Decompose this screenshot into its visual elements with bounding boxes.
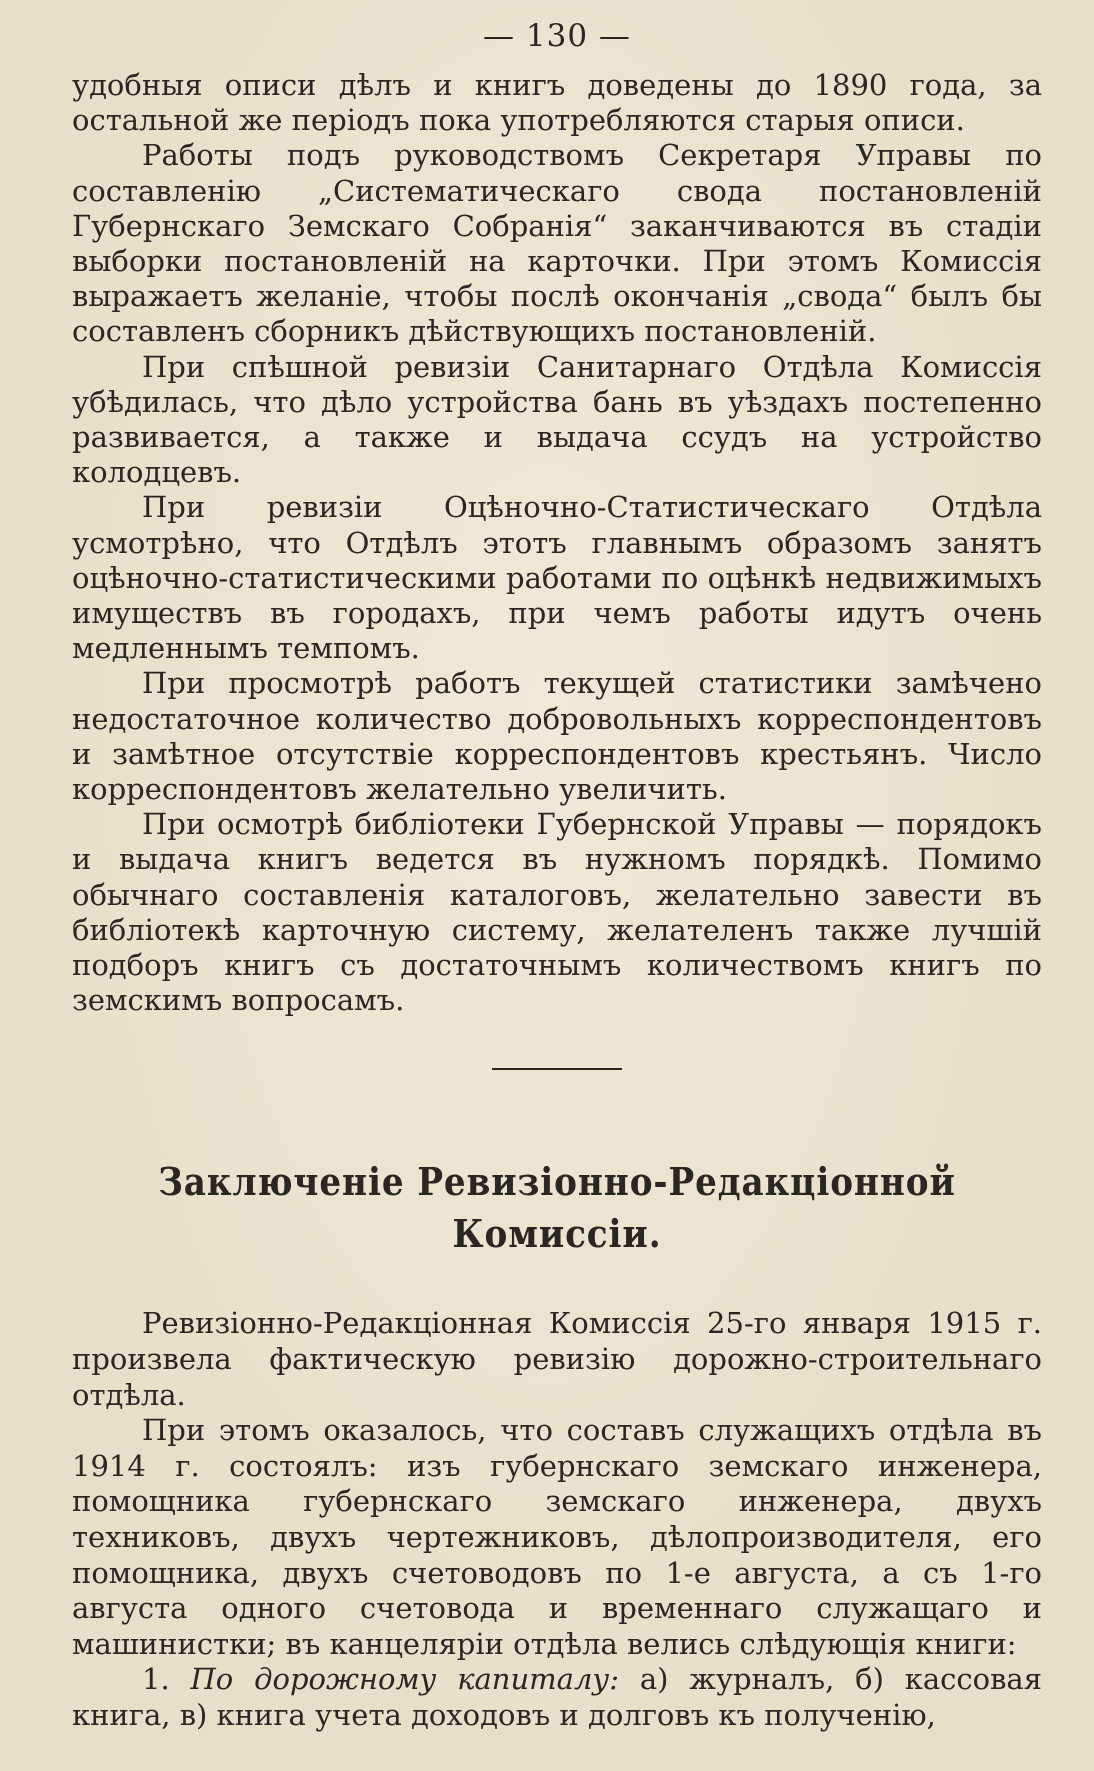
paragraph: При этомъ оказалось, что составъ служащихъ отдѣла въ 1914 г. состоялъ: изъ губернскаго земскаго инженера, помощника губернскаго земскаго инженера, двухъ техниковъ, двухъ чертежниковъ, дѣлопроизводителя, его помощника, двухъ счетоводовъ по 1-е августа, а съ 1-го августа одного счетовода и временнаго служащаго и машинистки; въ канцеляріи отдѣла велись слѣдующія книги:	[72, 1413, 1042, 1661]
paragraph: При ревизіи Оцѣночно-Статистическаго Отдѣла усмотрѣно, что Отдѣлъ этотъ главнымъ образомъ занятъ оцѣночно-статистическими работами по оцѣнкѣ недвижимыхъ имуществъ въ городахъ, при чемъ работы идутъ очень медленнымъ темпомъ.	[72, 490, 1042, 666]
list-item-label: По дорожному капиталу:	[190, 1662, 619, 1697]
bottom-section	[72, 1306, 1042, 1733]
paragraph: Ревизіонно-Редакціонная Комиссія 25-го января 1915 г. произвела фактическую ревизію дорожно-строительнаго отдѣла.	[72, 1306, 1042, 1412]
heading-line: Комиссіи.	[452, 1211, 662, 1257]
top-section	[72, 68, 1042, 1018]
paragraph: удобныя описи дѣлъ и книгъ доведены до 1890 года, за остальной же періодъ пока употребляются старыя описи.	[72, 68, 1042, 138]
paragraph: Работы подъ руководствомъ Секретаря Управы по составленію „Систематическаго свода постановленій Губернскаго Земскаго Собранія“ заканчиваются въ стадіи выборки постановленій на карточки. При этомъ Комиссія выражаетъ желаніе, чтобы послѣ окончанія „свода“ былъ бы составленъ сборникъ дѣйствующихъ постановленій.	[72, 138, 1042, 349]
list-item-number: 1.	[142, 1662, 170, 1697]
paragraph: При просмотрѣ работъ текущей статистики замѣчено недостаточное количество добровольныхъ корреспондентовъ и замѣтное отсутствіе корреспондентовъ крестьянъ. Число корреспондентовъ желательно увеличить.	[72, 666, 1042, 807]
heading-line: Заключеніе Ревизіонно-Редакціонной	[158, 1159, 956, 1205]
paragraph: При спѣшной ревизіи Санитарнаго Отдѣла Комиссія убѣдилась, что дѣло устройства бань въ уѣздахъ постепенно развивается, а также и выдача ссудъ на устройство колодцевъ.	[72, 349, 1042, 490]
section-divider	[492, 1068, 622, 1070]
paragraph: При осмотрѣ библіотеки Губернской Управы — порядокъ и выдача книгъ ведется въ нужномъ порядкѣ. Помимо обычнаго составленія каталоговъ, желательно завести въ библіотекѣ карточную систему, желателенъ также лучшій подборъ книгъ съ достаточнымъ количествомъ книгъ по земскимъ вопросамъ.	[72, 807, 1042, 1018]
list-item	[72, 1662, 1042, 1733]
list-item-text: а) журналъ, б) кассовая книга, в) книга учета доходовъ и долговъ къ полученію,	[72, 1662, 1042, 1733]
page-number: — 130 —	[483, 18, 631, 54]
section-heading	[121, 1156, 994, 1260]
